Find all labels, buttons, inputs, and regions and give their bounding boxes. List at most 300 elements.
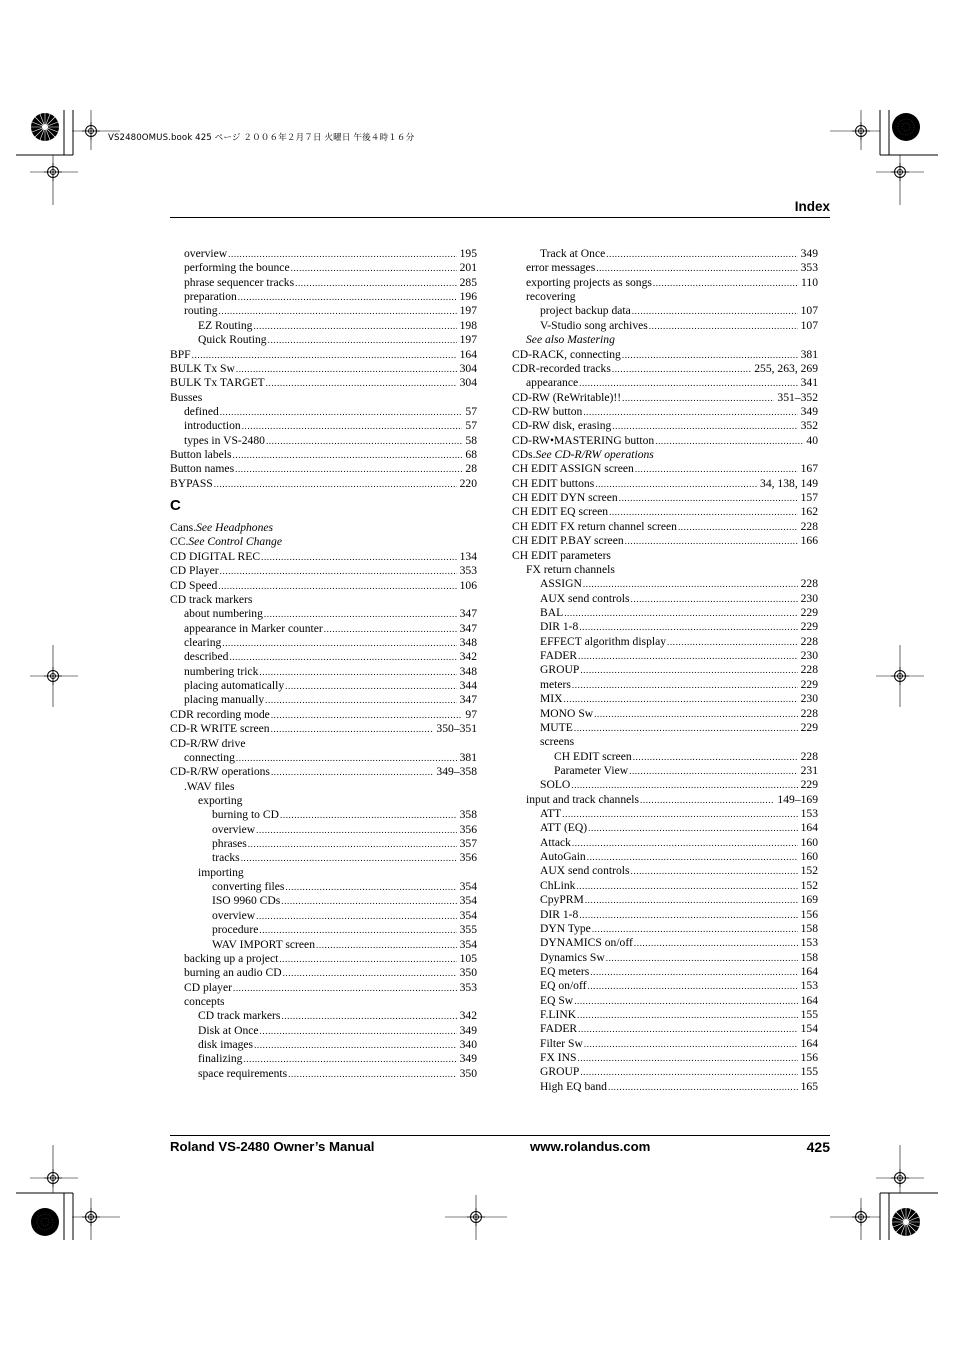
leader-dots (578, 649, 797, 663)
index-entry (170, 966, 477, 980)
index-term: FADER (540, 649, 578, 663)
index-entry (512, 965, 818, 979)
index-entry (170, 290, 477, 304)
index-entry (512, 879, 818, 893)
index-entry (512, 721, 818, 735)
page-reference: 152 (800, 878, 818, 892)
index-entry (512, 994, 818, 1008)
footer-page-number: 425 (806, 1139, 830, 1155)
leader-dots (612, 419, 797, 433)
index-entry (170, 622, 477, 636)
index-term: EQ on/off (540, 979, 587, 993)
page-reference: 97 (465, 707, 477, 721)
index-term: CH EDIT P.BAY screen (512, 534, 624, 548)
leader-dots (235, 462, 462, 476)
index-entry (170, 650, 477, 664)
page-reference: 105 (459, 951, 477, 965)
page-reference: 347 (459, 607, 477, 621)
index-entry (512, 778, 818, 792)
leader-dots (316, 938, 457, 952)
index-term: phrases (212, 837, 247, 851)
index-term: GROUP (540, 1065, 580, 1079)
index-term: MIX (540, 692, 563, 706)
leader-dots (608, 1080, 798, 1094)
index-term: burning to CD (212, 808, 279, 822)
index-term: AUX send controls (540, 864, 630, 878)
index-term: FX INS (540, 1051, 577, 1065)
see-reference: See also Mastering (526, 333, 615, 347)
footer-rule (170, 1135, 830, 1136)
leader-dots (281, 894, 456, 908)
index-term: converting files (212, 880, 285, 894)
page-reference: 357 (459, 837, 477, 851)
page-header-title: Index (794, 199, 830, 214)
leader-dots (236, 362, 457, 376)
index-term: appearance in Marker counter (184, 621, 323, 635)
index-entry (512, 620, 818, 634)
page-reference: 229 (800, 720, 818, 734)
page-reference: 156 (800, 1051, 818, 1065)
index-term: exporting projects as songs (526, 275, 652, 289)
leader-dots (259, 923, 456, 937)
leader-dots (596, 261, 797, 275)
index-term: Cans. (170, 521, 197, 535)
page-reference: 228 (800, 519, 818, 533)
see-reference: See CD-R/RW operations (535, 448, 654, 462)
index-term: BULK Tx Sw (170, 361, 235, 375)
index-entry (512, 893, 818, 907)
index-entry (512, 821, 818, 835)
index-entry (512, 764, 818, 778)
index-term: CD-RW button (512, 404, 583, 418)
index-entry (170, 521, 477, 535)
leader-dots (271, 708, 463, 722)
leader-dots (295, 276, 457, 290)
index-entry (512, 836, 818, 850)
index-term: WAV IMPORT screen (212, 937, 315, 951)
index-entry (512, 807, 818, 821)
index-entry (512, 261, 818, 275)
leader-dots (632, 304, 798, 318)
page-reference: 165 (800, 1079, 818, 1093)
page-reference: 153 (800, 807, 818, 821)
index-term: error messages (526, 261, 596, 275)
index-entry (512, 951, 818, 965)
leader-dots (564, 606, 797, 620)
index-entry (512, 549, 818, 563)
page-reference: 356 (459, 851, 477, 865)
index-term: appearance (526, 376, 579, 390)
leader-dots (583, 577, 798, 591)
page-reference: 349 (459, 1052, 477, 1066)
page-reference: 164 (459, 347, 477, 361)
index-term: space requirements (198, 1066, 288, 1080)
index-term: CD-RW disk, erasing (512, 419, 612, 433)
index-term: CH EDIT screen (554, 749, 632, 763)
index-term: SOLO (540, 778, 571, 792)
leader-dots (579, 376, 797, 390)
page-reference: 169 (800, 893, 818, 907)
index-entry (170, 665, 477, 679)
index-term: CD track markers (170, 592, 253, 606)
page-reference: 156 (800, 907, 818, 921)
index-term: CD-RW (ReWritable)!! (512, 390, 622, 404)
leader-dots (592, 922, 798, 936)
page-reference: 347 (459, 621, 477, 635)
leader-dots (285, 880, 456, 894)
index-entry (170, 866, 477, 880)
index-term: phrase sequencer tracks (184, 275, 295, 289)
index-entry (512, 462, 818, 476)
index-entry (170, 880, 477, 894)
page-reference: 160 (800, 835, 818, 849)
index-term: FX return channels (526, 562, 615, 576)
index-entry (512, 635, 818, 649)
leader-dots (571, 778, 797, 792)
index-term: CD player (184, 980, 232, 994)
page-reference: 255, 263, 269 (754, 361, 818, 375)
leader-dots (233, 981, 457, 995)
leader-dots (572, 678, 798, 692)
leader-dots (279, 952, 456, 966)
page-reference: 350 (459, 966, 477, 980)
index-entry (170, 981, 477, 995)
page-reference: 164 (800, 821, 818, 835)
index-term: CC. (170, 535, 189, 549)
leader-dots (625, 534, 798, 548)
page-reference: 155 (800, 1065, 818, 1079)
index-entry (512, 333, 818, 347)
leader-dots (266, 434, 462, 448)
leader-dots (595, 477, 757, 491)
leader-dots (609, 505, 798, 519)
index-term: ATT (EQ) (540, 821, 588, 835)
index-term: ASSIGN (540, 577, 582, 591)
index-term: meters (540, 677, 571, 691)
leader-dots (653, 276, 798, 290)
leader-dots (259, 665, 456, 679)
leader-dots (242, 419, 463, 433)
page-reference: 352 (800, 419, 818, 433)
page-reference: 381 (800, 347, 818, 361)
leader-dots (222, 636, 456, 650)
leader-dots (606, 951, 798, 965)
index-entry (512, 1051, 818, 1065)
index-entry (512, 663, 818, 677)
leader-dots (667, 635, 798, 649)
leader-dots (578, 1022, 797, 1036)
leader-dots (612, 362, 751, 376)
index-entry (170, 1052, 477, 1066)
index-term: F.LINK (540, 1008, 577, 1022)
leader-dots (606, 247, 797, 261)
page-reference: 342 (459, 1009, 477, 1023)
leader-dots (283, 966, 457, 980)
index-entry (170, 693, 477, 707)
index-entry (170, 348, 477, 362)
index-entry (512, 1022, 818, 1036)
page-reference: 164 (800, 964, 818, 978)
index-term: CD-RW•MASTERING button (512, 433, 655, 447)
page-reference: 162 (800, 505, 818, 519)
index-entry (512, 936, 818, 950)
index-term: BPF (170, 347, 191, 361)
section-letter: C (170, 497, 181, 515)
index-term: AutoGain (540, 850, 586, 864)
page-reference: 198 (459, 318, 477, 332)
index-term: Dynamics Sw (540, 950, 605, 964)
page-reference: 355 (459, 923, 477, 937)
index-term: CDR recording mode (170, 707, 270, 721)
header-rule (170, 217, 830, 218)
index-entry (512, 448, 818, 462)
page-reference: 229 (800, 778, 818, 792)
index-column-left (170, 247, 477, 1081)
page-reference: 107 (800, 304, 818, 318)
index-term: CD-R WRITE screen (170, 722, 270, 736)
index-term: types in VS-2480 (184, 433, 265, 447)
leader-dots (271, 765, 433, 779)
page-reference: 28 (465, 462, 477, 476)
index-term: introduction (184, 419, 241, 433)
index-term: Button names (170, 462, 235, 476)
index-entry (512, 908, 818, 922)
index-entry (512, 505, 818, 519)
index-entry (170, 737, 477, 751)
leader-dots (253, 319, 456, 333)
index-term: connecting (184, 750, 235, 764)
index-entry (170, 894, 477, 908)
index-entry (170, 708, 477, 722)
index-term: about numbering (184, 607, 263, 621)
index-entry (170, 851, 477, 865)
index-term: burning an audio CD (184, 966, 282, 980)
leader-dots (220, 564, 457, 578)
index-term: V-Studio song archives (540, 318, 648, 332)
print-info: VS2480OMUS.book 425 ページ ２００６年２月７日 火曜日 午後４時１６分 (108, 133, 415, 143)
index-term: defined (184, 404, 219, 418)
index-entry (512, 577, 818, 591)
leader-dots (218, 579, 456, 593)
index-entry (170, 938, 477, 952)
index-term: EZ Routing (198, 318, 253, 332)
index-term: CH EDIT ASSIGN screen (512, 462, 634, 476)
page-reference: 348 (459, 635, 477, 649)
index-entry (512, 750, 818, 764)
index-term: ChLink (540, 878, 576, 892)
index-entry (170, 405, 477, 419)
leader-dots (577, 1008, 798, 1022)
leader-dots (236, 751, 457, 765)
page-reference: 34, 138, 149 (760, 476, 818, 490)
page-reference: 353 (459, 980, 477, 994)
index-term: CH EDIT DYN screen (512, 491, 618, 505)
index-entry (512, 391, 818, 405)
index-term: Disk at Once (198, 1023, 259, 1037)
page-reference: 58 (465, 433, 477, 447)
index-term: overview (212, 908, 256, 922)
leader-dots (580, 663, 797, 677)
index-entry (170, 419, 477, 433)
leader-dots (634, 936, 798, 950)
index-term: BULK Tx TARGET (170, 376, 265, 390)
page-reference: 158 (800, 921, 818, 935)
leader-dots (631, 592, 798, 606)
leader-dots (248, 837, 457, 851)
leader-dots (562, 807, 797, 821)
index-entry (512, 276, 818, 290)
index-term: CH EDIT parameters (512, 548, 611, 562)
index-term: Attack (540, 835, 571, 849)
index-entry (170, 1009, 477, 1023)
page-reference: 228 (800, 706, 818, 720)
index-entry (170, 247, 477, 261)
index-entry (512, 592, 818, 606)
leader-dots (655, 434, 803, 448)
index-entry (170, 823, 477, 837)
index-term: AUX send controls (540, 591, 630, 605)
index-term: screens (540, 735, 575, 749)
footer-website: www.rolandus.com (530, 1139, 651, 1154)
page-reference: 230 (800, 692, 818, 706)
leader-dots (588, 821, 797, 835)
index-term: CDs. (512, 448, 536, 462)
index-entry (170, 995, 477, 1009)
leader-dots (574, 721, 798, 735)
page-reference: 153 (800, 936, 818, 950)
index-term: .WAV files (184, 779, 235, 793)
page-reference: 229 (800, 620, 818, 634)
page-reference: 164 (800, 993, 818, 1007)
page-reference: 304 (459, 376, 477, 390)
index-term: Track at Once (540, 247, 606, 260)
leader-dots (594, 707, 797, 721)
index-entry (170, 636, 477, 650)
index-entry (512, 376, 818, 390)
page-reference: 154 (800, 1022, 818, 1036)
page-reference: 354 (459, 908, 477, 922)
index-term: ISO 9960 CDs (212, 894, 281, 908)
leader-dots (564, 692, 798, 706)
leader-dots (631, 864, 798, 878)
page-reference: 353 (459, 564, 477, 578)
leader-dots (622, 391, 774, 405)
leader-dots (579, 908, 797, 922)
leader-dots (629, 764, 798, 778)
leader-dots (280, 808, 457, 822)
leader-dots (264, 607, 457, 621)
index-entry (512, 1037, 818, 1051)
page-reference: 164 (800, 1036, 818, 1050)
leader-dots (580, 1065, 797, 1079)
index-entry (170, 794, 477, 808)
page-reference: 110 (801, 275, 818, 289)
index-entry (170, 376, 477, 390)
index-entry (512, 1065, 818, 1079)
index-entry (170, 765, 477, 779)
index-term: Parameter View (554, 763, 629, 777)
leader-dots (590, 965, 797, 979)
page-reference: 228 (800, 749, 818, 763)
index-term: importing (198, 865, 244, 879)
leader-dots (285, 679, 456, 693)
leader-dots (291, 261, 457, 275)
index-entry (512, 649, 818, 663)
index-term: backing up a project (184, 951, 279, 965)
page-reference: 166 (800, 534, 818, 548)
index-term: placing automatically (184, 679, 285, 693)
page-reference: 229 (800, 605, 818, 619)
leader-dots (633, 750, 798, 764)
leader-dots (288, 1067, 456, 1081)
leader-dots (574, 994, 797, 1008)
index-term: High EQ band (540, 1079, 607, 1093)
page-reference: 195 (459, 247, 477, 260)
leader-dots (268, 333, 457, 347)
page-reference: 134 (459, 549, 477, 563)
index-entry (512, 606, 818, 620)
leader-dots (572, 836, 798, 850)
index-entry (512, 434, 818, 448)
page-reference: 353 (800, 261, 818, 275)
index-entry (512, 922, 818, 936)
leader-dots (584, 1037, 798, 1051)
index-entry (512, 850, 818, 864)
index-term: placing manually (184, 693, 265, 707)
page-reference: 106 (459, 578, 477, 592)
index-term: preparation (184, 290, 237, 304)
page-reference: 149–169 (777, 792, 818, 806)
leader-dots (261, 550, 457, 564)
page-reference: 228 (800, 663, 818, 677)
leader-dots (583, 405, 797, 419)
leader-dots (241, 851, 457, 865)
index-term: CD Player (170, 564, 219, 578)
index-entry (170, 477, 477, 491)
leader-dots (228, 247, 456, 261)
index-entry (512, 477, 818, 491)
index-term: FADER (540, 1022, 578, 1036)
index-term: CD track markers (198, 1009, 281, 1023)
index-entry (170, 535, 477, 549)
index-term: DYN Type (540, 921, 591, 935)
index-entry (170, 607, 477, 621)
leader-dots (579, 620, 797, 634)
index-term: CDR-recorded tracks (512, 361, 611, 375)
index-term: EQ meters (540, 964, 590, 978)
leader-dots (577, 1051, 797, 1065)
index-term: MONO Sw (540, 706, 594, 720)
index-term: DYNAMICS on/off (540, 936, 633, 950)
page-reference: 160 (800, 850, 818, 864)
page-reference: 196 (459, 290, 477, 304)
leader-dots (324, 622, 457, 636)
page-reference: 152 (800, 864, 818, 878)
index-term: exporting (198, 793, 243, 807)
leader-dots (220, 405, 463, 419)
leader-dots (265, 693, 456, 707)
leader-dots (233, 448, 463, 462)
index-entry (512, 520, 818, 534)
leader-dots (192, 348, 457, 362)
index-entry (512, 491, 818, 505)
index-entry (512, 793, 818, 807)
index-entry (170, 952, 477, 966)
page-reference: 157 (800, 491, 818, 505)
index-entry (512, 290, 818, 304)
page-reference: 304 (459, 361, 477, 375)
page-reference: 197 (459, 333, 477, 347)
